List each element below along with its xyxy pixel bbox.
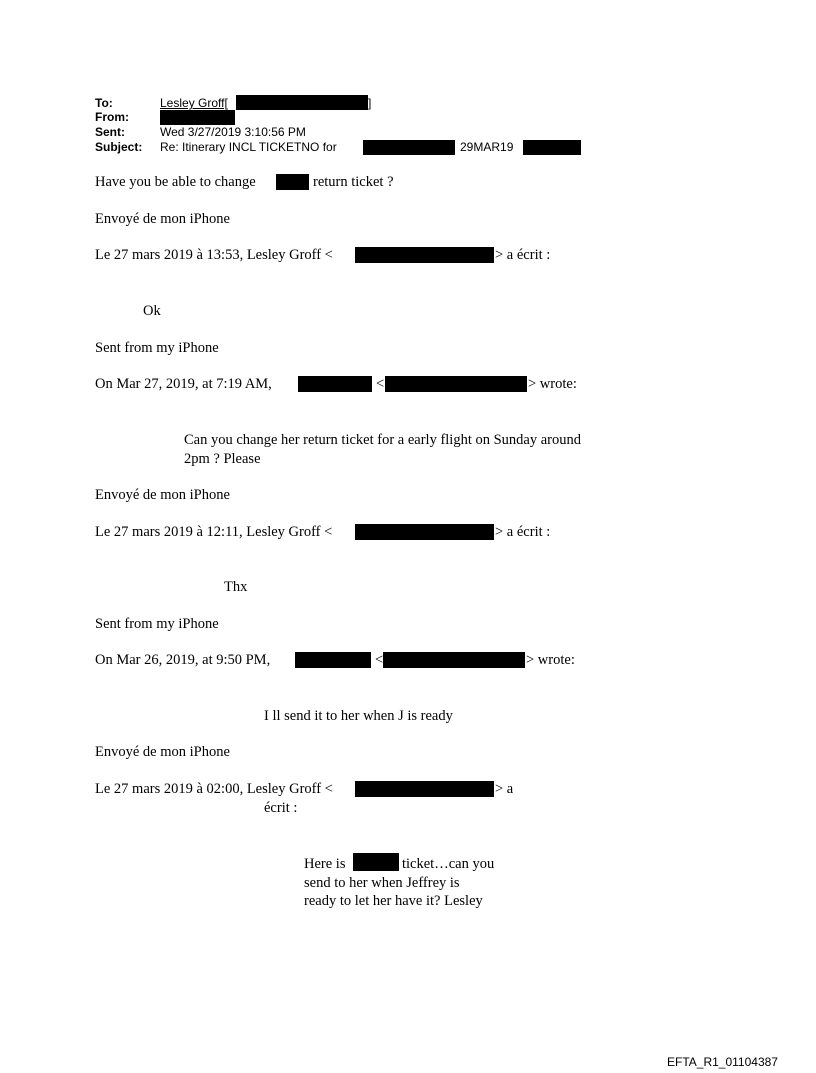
send-line: I ll send it to her when J is ready [264, 708, 453, 724]
sent-value: Wed 3/27/2019 3:10:56 PM [160, 125, 306, 139]
here-text-b: ticket…can you [402, 856, 495, 872]
signature-4: Sent from my iPhone [95, 616, 219, 632]
line1-text-b: return ticket ? [313, 174, 394, 190]
quote4-text-a: On Mar 26, 2019, at 9:50 PM, [95, 652, 271, 668]
quote3-text-a: Le 27 mars 2019 à 12:11, Lesley Groff < [95, 524, 333, 540]
quote2-text-b: > wrote: [528, 376, 577, 392]
redaction-here [353, 853, 399, 871]
ok-text: Ok [143, 303, 161, 319]
quote3-text-b: > a écrit : [495, 524, 551, 540]
signature-3: Envoyé de mon iPhone [95, 487, 230, 503]
redaction-quote1-email [355, 247, 494, 263]
here-text-a: Here is [304, 856, 346, 872]
thx-text: Thx [224, 579, 248, 595]
quote4-text-b: > wrote: [526, 652, 575, 668]
redaction-quote5-email [355, 781, 494, 797]
signature-1: Envoyé de mon iPhone [95, 211, 230, 227]
quote5-text-a: Le 27 mars 2019 à 02:00, Lesley Groff < [95, 781, 333, 797]
redaction-from [160, 110, 235, 125]
redaction-to-email [236, 95, 368, 110]
redaction-line1 [276, 174, 309, 190]
to-value: Lesley Groff[ [160, 96, 228, 110]
redaction-quote4-email [383, 652, 525, 668]
quote5-text-b: > a [495, 781, 514, 797]
sent-label: Sent: [95, 125, 125, 139]
quote1-text-a: Le 27 mars 2019 à 13:53, Lesley Groff < [95, 247, 333, 263]
quote1-text-b: > a écrit : [495, 247, 551, 263]
document-id: EFTA_R1_01104387 [667, 1055, 778, 1069]
quote2-lt: < [376, 376, 385, 392]
quote5-text-c: écrit : [264, 800, 298, 816]
subject-prefix: Re: Itinerary INCL TICKETNO for [160, 140, 337, 154]
redaction-quote4-name [295, 652, 371, 668]
to-bracket: ] [368, 96, 372, 110]
change-line-2: 2pm ? Please [184, 451, 261, 467]
to-label: To: [95, 96, 113, 110]
from-label: From: [95, 110, 129, 124]
redaction-subject-code [523, 140, 581, 155]
subject-date: 29MAR19 [460, 140, 514, 154]
line1-text-a: Have you be able to change [95, 174, 256, 190]
redaction-subject-name [363, 140, 455, 155]
change-line-1: Can you change her return ticket for a early flight on Sunday around [184, 432, 582, 448]
quote4-lt: < [375, 652, 384, 668]
signature-5: Envoyé de mon iPhone [95, 744, 230, 760]
redaction-quote2-email [385, 376, 527, 392]
subject-label: Subject: [95, 140, 143, 154]
here-line-3: ready to let her have it? Lesley [304, 893, 483, 909]
here-line-2: send to her when Jeffrey is [304, 875, 460, 891]
signature-2: Sent from my iPhone [95, 340, 219, 356]
redaction-quote3-email [355, 524, 494, 540]
quote2-text-a: On Mar 27, 2019, at 7:19 AM, [95, 376, 272, 392]
redaction-quote2-name [298, 376, 372, 392]
